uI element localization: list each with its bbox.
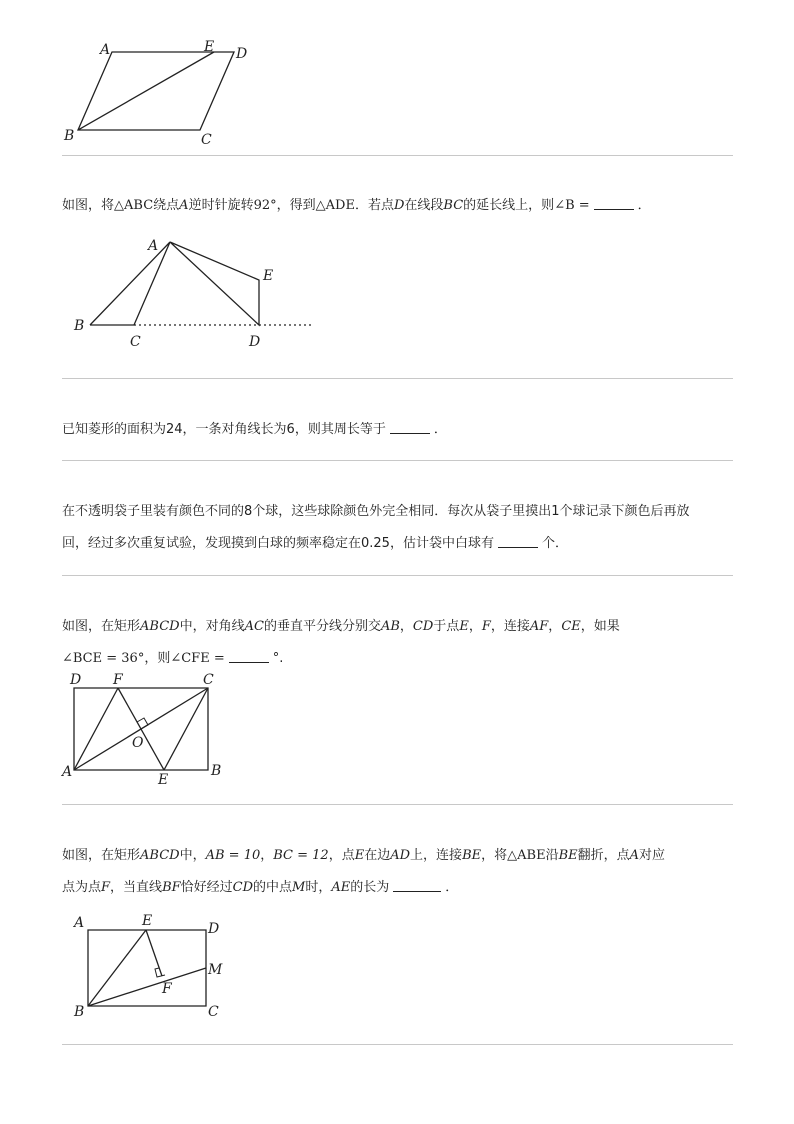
label-b: B: [74, 318, 85, 334]
divider: [62, 575, 733, 576]
rotation-figure: [70, 232, 330, 352]
segment-ce: [164, 688, 208, 770]
divider: [62, 804, 733, 805]
question-rectangle-bisector: 如图，在矩形ABCD中，对角线AC的垂直平分线分别交AB，CD于点E，F，连接AF，CE，如果 ∠BCE = 36°，则∠CFE = °.: [62, 619, 620, 666]
segment-bm: [88, 968, 206, 1006]
answer-blank[interactable]: [498, 533, 538, 548]
label-b: B: [211, 763, 222, 779]
answer-blank[interactable]: [594, 195, 634, 210]
question-rhombus: 已知菱形的面积为24，一条对角线长为6，则其周长等于 ．: [62, 414, 737, 446]
rectangle-bisector-figure: [60, 672, 230, 790]
answer-blank[interactable]: [390, 419, 430, 434]
label-c: C: [208, 1004, 219, 1020]
triangle-abc: [90, 242, 170, 325]
label-a: A: [100, 42, 111, 58]
parallelogram-abcd: [78, 52, 234, 130]
label-e: E: [263, 268, 274, 284]
segment-be: [88, 930, 146, 1006]
label-c: C: [203, 672, 214, 688]
label-a: A: [62, 764, 73, 780]
question-rotation: 如图，将△ABC绕点A逆时针旋转92°，得到△ADE．若点D在线段BC的延长线上，则∠B = ．: [62, 190, 737, 222]
label-d: D: [70, 672, 82, 688]
divider: [62, 460, 733, 461]
label-c: C: [201, 132, 212, 148]
divider: [62, 155, 733, 156]
label-b: B: [74, 1004, 85, 1020]
label-m: M: [208, 962, 223, 978]
rectangle-abcd: [88, 930, 206, 1006]
label-o: O: [132, 735, 144, 751]
label-e: E: [142, 913, 153, 929]
label-a: A: [74, 915, 85, 931]
answer-blank[interactable]: [393, 877, 441, 892]
answer-blank[interactable]: [229, 648, 269, 663]
label-f: F: [113, 672, 123, 688]
triangle-ade: [170, 242, 259, 325]
question-rectangle-fold: 如图，在矩形ABCD中，AB = 10，BC = 12，点E在边AD上，连接BE，将△ABE沿BE翻折，点A对应 点为点F，当直线BF恰好经过CD的中点M时，AE的长为 ．: [62, 848, 666, 895]
label-d: D: [208, 921, 220, 937]
question-probability: 在不透明袋子里装有颜色不同的8个球，这些球除颜色外完全相同．每次从袋子里摸出1个球记录下颜色后再放 回，经过多次重复试验，发现摸到白球的频率稳定在0.25，估计袋中白球有 个．: [62, 504, 690, 551]
segment-be: [78, 52, 214, 130]
label-c: C: [130, 334, 141, 350]
label-e: E: [158, 772, 169, 788]
segment-ef: [146, 930, 162, 976]
label-d: D: [249, 334, 261, 350]
rectangle-fold-figure: [66, 910, 236, 1025]
segment-af: [74, 688, 118, 770]
label-e: E: [204, 39, 215, 55]
parallelogram-figure: [60, 36, 260, 151]
divider: [62, 378, 733, 379]
label-b: B: [64, 128, 75, 144]
label-d: D: [236, 46, 248, 62]
divider: [62, 1044, 733, 1045]
label-f: F: [162, 981, 172, 997]
label-a: A: [148, 238, 159, 254]
